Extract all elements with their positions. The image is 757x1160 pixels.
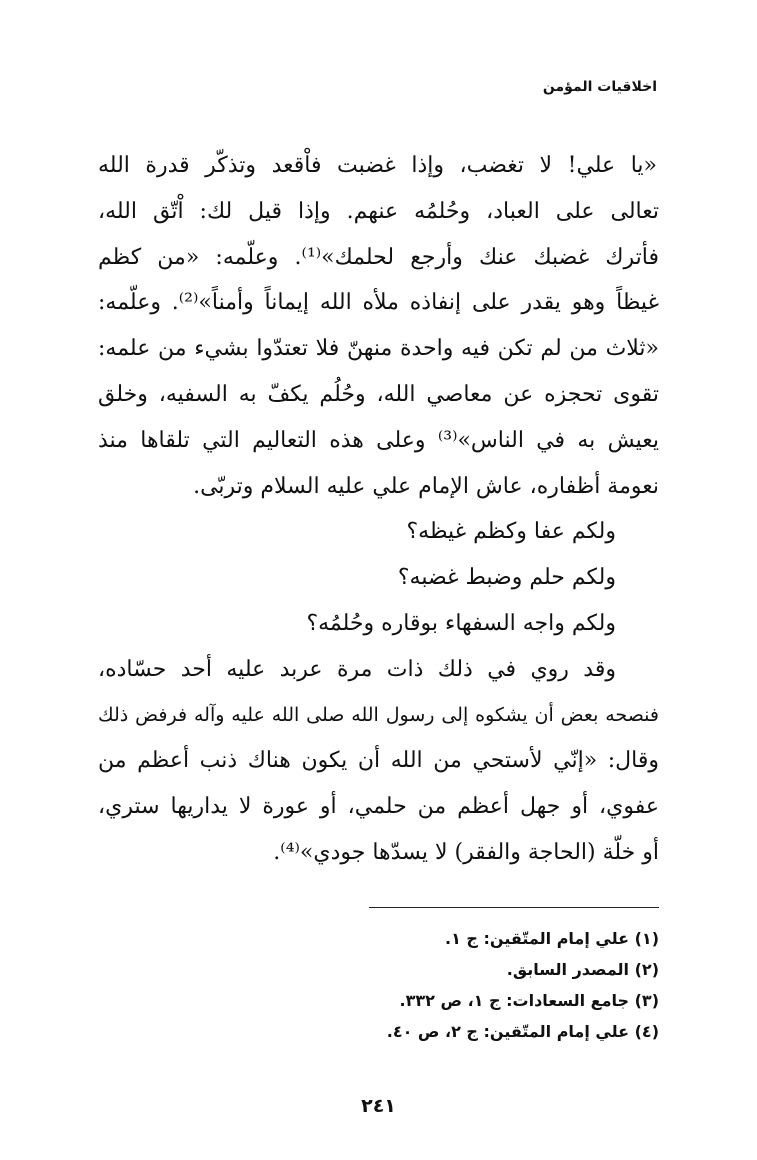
text-line: «ثلاث من لم تكن فيه واحدة منهنّ فلا تعتدّوا بشيء من علمه:: [98, 336, 659, 362]
footnote-1: (١) علي إمام المتّقين: ج ١.: [445, 929, 659, 948]
text-line: تعالى على العباد، وحُلمُه عنهم. وإذا قيل لك: اْتّق الله،: [98, 198, 659, 224]
text-line: يعيش به في الناس»⁽³⁾ وعلى هذه التعاليم التي تلقاها منذ: [98, 427, 659, 453]
main-text: [98, 143, 659, 876]
question-line: ولكم واجه السفهاء بوقاره وحُلمُه؟: [306, 610, 616, 636]
running-header: اخلاقيات المؤمن: [542, 79, 657, 95]
text-line: «يا علي! لا تغضب، وإذا غضبت فاْقعد وتذكّر قدرة الله: [98, 153, 657, 178]
question-line: ولكم حلم وضبط غضبه؟: [397, 565, 616, 591]
footnotes: [250, 923, 659, 1047]
footnote-2: (٢) المصدر السابق.: [506, 960, 659, 979]
footnote-divider: [369, 907, 659, 908]
text-line: فأترك غضبك عنك وأرجع لحلمك»⁽¹⁾. وعلّمه: «من كظم: [98, 244, 659, 270]
text-line: غيظاً وهو يقدر على إنفاذه ملأه الله إيماناً وأمناً»⁽²⁾. وعلّمه:: [98, 290, 660, 316]
text-line: عفوي، أو جهل أعظم من حلمي، أو عورة لا يداريها ستري،: [98, 794, 659, 820]
page-number: ٢٤١: [361, 1095, 396, 1117]
text-line: فنصحه بعض أن يشكوه إلى رسول الله صلى الله عليه وآله فرفض ذلك: [98, 703, 659, 726]
text-line: أو خلّة (الحاجة والفقر) لا يسدّها جودي»⁽⁴⁾.: [273, 839, 659, 865]
text-line: وقال: «إنّي لأستحي من الله أن يكون هناك ذنب أعظم من: [98, 748, 659, 774]
question-line: ولكم عفا وكظم غيظه؟: [406, 519, 616, 545]
text-line: نعومة أظفاره، عاش الإمام علي عليه السلام وتربّى.: [193, 473, 659, 499]
text-line: تقوى تحجزه عن معاصي الله، وحُلُم يكفّ به السفيه، وخلق: [98, 381, 659, 407]
text-line: وقد روي في ذلك ذات مرة عربد عليه أحد حسّاده،: [98, 656, 616, 682]
footnote-4: (٤) علي إمام المتّقين: ج ٢، ص ٤٠.: [386, 1022, 659, 1041]
footnote-3: (٣) جامع السعادات: ج ١، ص ٣٣٢.: [399, 991, 659, 1010]
